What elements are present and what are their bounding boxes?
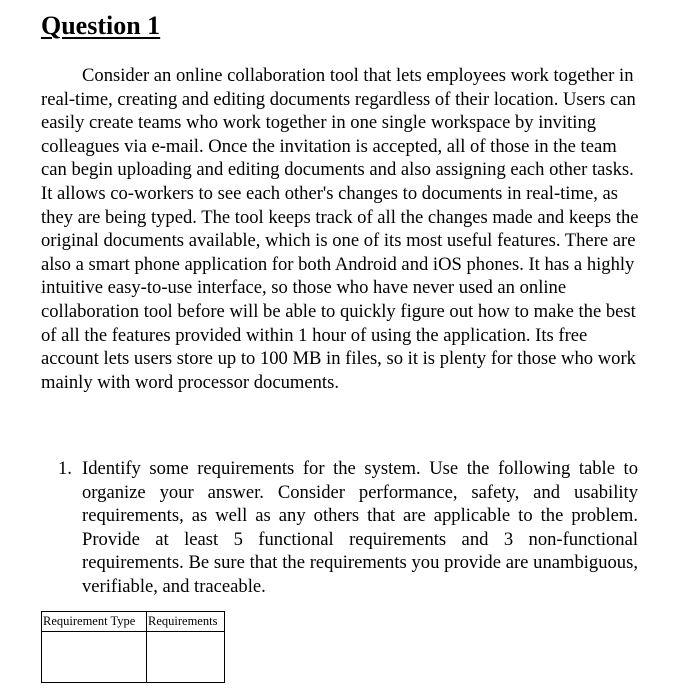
requirements-table: [41, 611, 225, 683]
question-text: Identify some requirements for the system. Use the following table to organize your answer. Consider performance, safety, and usability requirements, as well as any others that are applicable to the problem. Provide at least 5 functional requirements and 3 non-functional requirements. Be sure that the requirements you provide are unambiguous, verifiable, and traceable.: [82, 458, 638, 597]
scenario-text: Consider an online collaboration tool that lets employees work together in real-time, creating and editing documents regardless of their location. Users can easily create teams who work together in one single workspace by inviting colleagues via e-mail. Once the invitation is accepted, all of those in the team can begin uploading and editing documents and also assigning each other tasks. It allows co-workers to see each other's changes to documents in real-time, as they are being typed. The tool keeps track of all the changes made and keeps the original documents available, which is one of its most useful features. There are also a smart phone application for both Android and iOS phones. It has a highly intuitive easy-to-use interface, so those who have never used an online collaboration tool before will be able to quickly figure out how to make the best of all the features provided within 1 hour of using the application. Its free account lets users store up to 100 MB in files, so it is plenty for those who work mainly with word processor documents.: [41, 65, 639, 393]
cell-requirements[interactable]: [147, 632, 225, 683]
question-title: Question 1: [41, 11, 161, 40]
question-list-item: [58, 457, 638, 599]
table-header-row: [42, 612, 225, 632]
header-requirement-type: Requirement Type: [42, 612, 147, 632]
question-number: 1.: [58, 458, 72, 479]
scenario-paragraph: [41, 64, 641, 394]
header-requirements: Requirements: [147, 612, 225, 632]
table-row: [42, 632, 225, 683]
cell-requirement-type[interactable]: [42, 632, 147, 683]
